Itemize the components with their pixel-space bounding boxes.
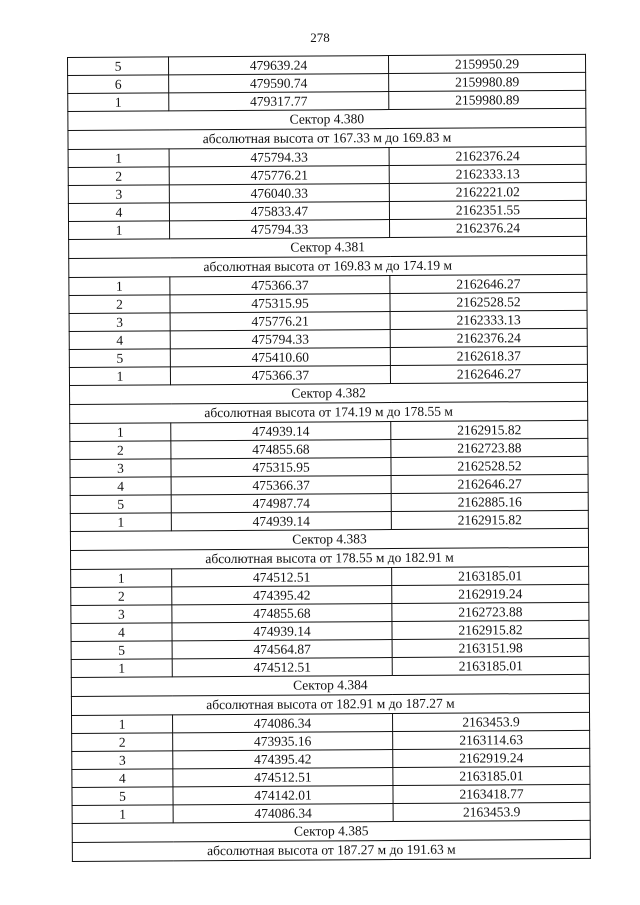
x-coordinate-cell: 475366.37 xyxy=(170,366,390,385)
y-coordinate-cell: 2162646.27 xyxy=(390,364,587,383)
page-number: 278 xyxy=(310,30,330,45)
x-coordinate-cell: 475315.95 xyxy=(171,458,391,477)
x-coordinate-cell: 474512.51 xyxy=(173,768,393,787)
x-coordinate-cell: 475776.21 xyxy=(170,312,390,331)
x-coordinate-cell: 475794.33 xyxy=(169,148,389,167)
y-coordinate-cell: 2162333.13 xyxy=(390,310,587,329)
x-coordinate-cell: 479317.77 xyxy=(169,92,389,111)
x-coordinate-cell: 476040.33 xyxy=(169,184,389,203)
y-coordinate-cell: 2162919.24 xyxy=(392,584,589,603)
x-coordinate-cell: 479590.74 xyxy=(169,74,389,93)
point-number-cell: 3 xyxy=(72,751,173,770)
point-number-cell: 4 xyxy=(72,769,173,788)
sector-header-text: Сектор 4.383 xyxy=(70,528,588,550)
sector-header-text: Сектор 4.380 xyxy=(68,108,586,130)
x-coordinate-cell: 473935.16 xyxy=(173,732,393,751)
point-number-cell: 3 xyxy=(68,185,169,204)
y-coordinate-cell: 2162919.24 xyxy=(393,748,590,767)
x-coordinate-cell: 475776.21 xyxy=(169,166,389,185)
y-coordinate-cell: 2162885.16 xyxy=(391,492,588,511)
x-coordinate-cell: 479639.24 xyxy=(169,56,389,75)
point-number-cell: 2 xyxy=(68,167,169,186)
point-number-cell: 4 xyxy=(70,477,171,496)
point-number-cell: 4 xyxy=(68,203,169,222)
y-coordinate-cell: 2162723.88 xyxy=(392,602,589,621)
x-coordinate-cell: 475366.37 xyxy=(170,276,390,295)
y-coordinate-cell: 2159950.29 xyxy=(388,54,585,73)
point-number-cell: 1 xyxy=(68,93,169,112)
y-coordinate-cell: 2163453.9 xyxy=(393,712,590,731)
coordinates-table xyxy=(67,54,591,862)
x-coordinate-cell: 474987.74 xyxy=(171,494,391,513)
y-coordinate-cell: 2159980.89 xyxy=(389,72,586,91)
y-coordinate-cell: 2163114.63 xyxy=(393,730,590,749)
point-number-cell: 5 xyxy=(69,349,170,368)
point-number-cell: 5 xyxy=(68,57,169,76)
y-coordinate-cell: 2162915.82 xyxy=(392,620,589,639)
x-coordinate-cell: 474855.68 xyxy=(171,440,391,459)
y-coordinate-cell: 2162221.02 xyxy=(389,182,586,201)
y-coordinate-cell: 2163453.9 xyxy=(393,802,590,821)
x-coordinate-cell: 474395.42 xyxy=(173,750,393,769)
point-number-cell: 2 xyxy=(69,295,170,314)
x-coordinate-cell: 474142.01 xyxy=(173,786,393,805)
sector-header-text: Сектор 4.381 xyxy=(69,236,587,258)
x-coordinate-cell: 475794.33 xyxy=(170,330,390,349)
y-coordinate-cell: 2162376.24 xyxy=(390,328,587,347)
y-coordinate-cell: 2162646.27 xyxy=(391,474,588,493)
y-coordinate-cell: 2163418.77 xyxy=(393,784,590,803)
sector-header-text: абсолютная высота от 182.91 м до 187.27 м xyxy=(71,693,589,715)
sector-header-text: абсолютная высота от 174.19 м до 178.55 м xyxy=(70,401,588,423)
point-number-cell: 1 xyxy=(70,513,171,532)
y-coordinate-cell: 2162646.27 xyxy=(390,274,587,293)
sector-header-text: Сектор 4.384 xyxy=(71,674,589,696)
x-coordinate-cell: 474939.14 xyxy=(171,512,391,531)
x-coordinate-cell: 474855.68 xyxy=(172,604,392,623)
point-number-cell: 2 xyxy=(70,441,171,460)
y-coordinate-cell: 2162528.52 xyxy=(391,456,588,475)
y-coordinate-cell: 2163185.01 xyxy=(392,566,589,585)
x-coordinate-cell: 474564.87 xyxy=(172,640,392,659)
y-coordinate-cell: 2162528.52 xyxy=(390,292,587,311)
point-number-cell: 3 xyxy=(71,605,172,624)
point-number-cell: 5 xyxy=(72,787,173,806)
point-number-cell: 1 xyxy=(72,805,173,824)
x-coordinate-cell: 474512.51 xyxy=(172,568,392,587)
y-coordinate-cell: 2163185.01 xyxy=(393,766,590,785)
point-number-cell: 4 xyxy=(69,331,170,350)
coordinates-table-body xyxy=(68,54,591,861)
y-coordinate-cell: 2162376.24 xyxy=(389,218,586,237)
point-number-cell: 1 xyxy=(70,423,171,442)
point-number-cell: 3 xyxy=(70,459,171,478)
sector-header-text: абсолютная высота от 178.55 м до 182.91 м xyxy=(71,547,589,569)
point-number-cell: 1 xyxy=(71,569,172,588)
y-coordinate-cell: 2162333.13 xyxy=(389,164,586,183)
point-number-cell: 2 xyxy=(71,587,172,606)
y-coordinate-cell: 2162376.24 xyxy=(389,146,586,165)
x-coordinate-cell: 474086.34 xyxy=(173,804,393,823)
x-coordinate-cell: 474512.51 xyxy=(172,658,392,677)
point-number-cell: 3 xyxy=(69,313,170,332)
point-number-cell: 1 xyxy=(69,277,170,296)
y-coordinate-cell: 2162723.88 xyxy=(391,438,588,457)
y-coordinate-cell: 2162915.82 xyxy=(391,510,588,529)
x-coordinate-cell: 474939.14 xyxy=(171,422,391,441)
x-coordinate-cell: 475410.60 xyxy=(170,348,390,367)
x-coordinate-cell: 474086.34 xyxy=(173,714,393,733)
point-number-cell: 4 xyxy=(71,623,172,642)
point-number-cell: 5 xyxy=(70,495,171,514)
point-number-cell: 5 xyxy=(71,641,172,660)
point-number-cell: 1 xyxy=(69,367,170,386)
x-coordinate-cell: 475833.47 xyxy=(169,202,389,221)
x-coordinate-cell: 475366.37 xyxy=(171,476,391,495)
point-number-cell: 6 xyxy=(68,75,169,94)
point-number-cell: 1 xyxy=(72,715,173,734)
sector-header-text: абсолютная высота от 167.33 м до 169.83 м xyxy=(68,127,586,149)
sector-header-text: абсолютная высота от 169.83 м до 174.19 м xyxy=(69,255,587,277)
x-coordinate-cell: 475315.95 xyxy=(170,294,390,313)
sector-header-text: абсолютная высота от 187.27 м до 191.63 м xyxy=(72,839,590,861)
point-number-cell: 1 xyxy=(68,149,169,168)
point-number-cell: 1 xyxy=(71,659,172,678)
y-coordinate-cell: 2162915.82 xyxy=(391,420,588,439)
y-coordinate-cell: 2163185.01 xyxy=(392,656,589,675)
y-coordinate-cell: 2162351.55 xyxy=(389,200,586,219)
sector-header-text: Сектор 4.382 xyxy=(70,382,588,404)
y-coordinate-cell: 2163151.98 xyxy=(392,638,589,657)
y-coordinate-cell: 2162618.37 xyxy=(390,346,587,365)
x-coordinate-cell: 474939.14 xyxy=(172,622,392,641)
point-number-cell: 2 xyxy=(72,733,173,752)
sector-header-row xyxy=(72,839,590,861)
sector-header-text: Сектор 4.385 xyxy=(72,820,590,842)
point-number-cell: 1 xyxy=(69,221,170,240)
y-coordinate-cell: 2159980.89 xyxy=(389,90,586,109)
x-coordinate-cell: 474395.42 xyxy=(172,586,392,605)
x-coordinate-cell: 475794.33 xyxy=(170,220,390,239)
